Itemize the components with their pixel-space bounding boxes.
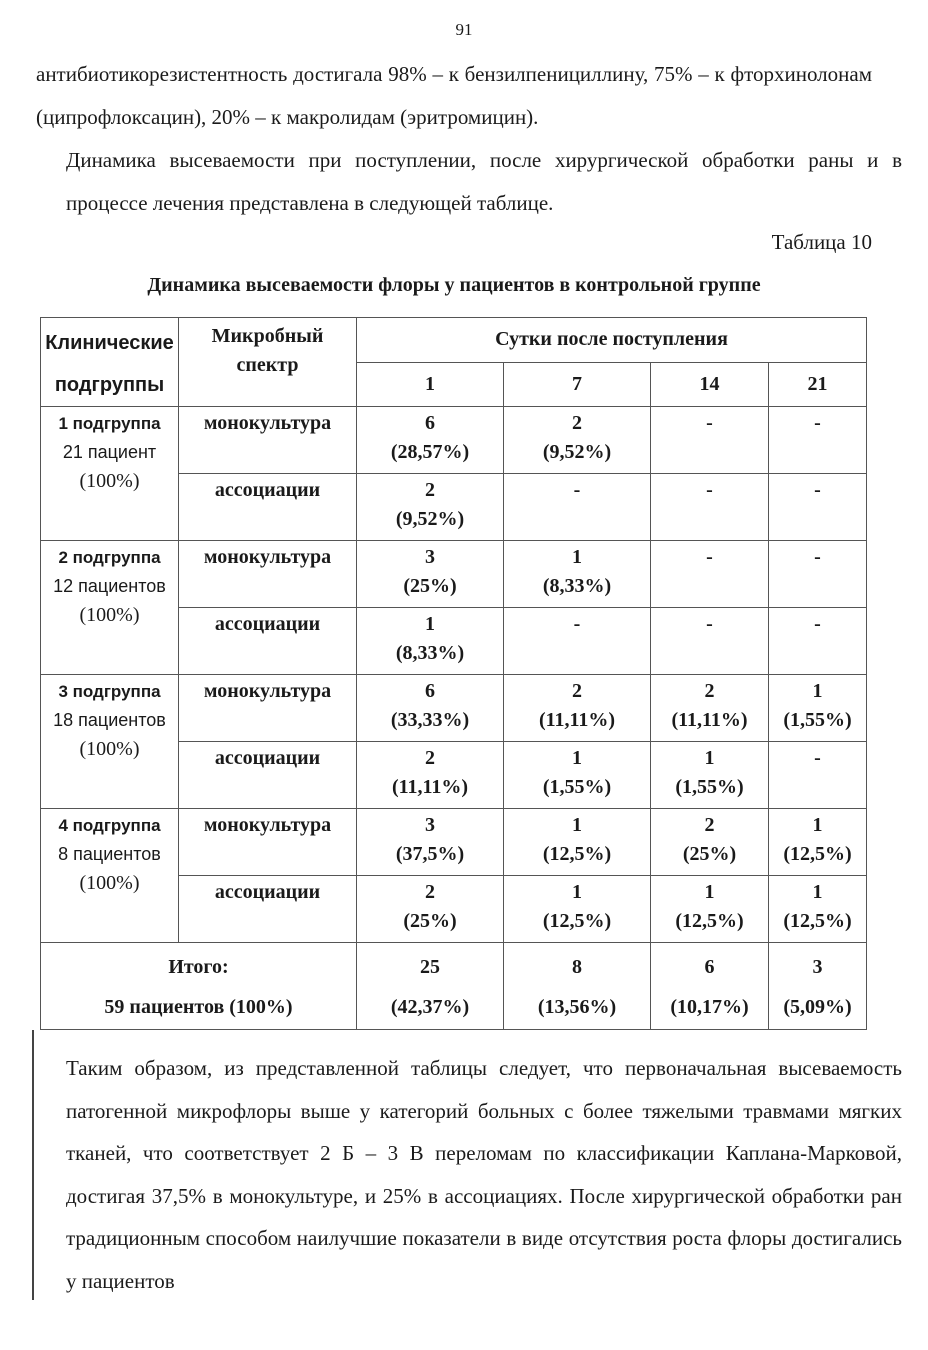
value-cell: [504, 608, 651, 675]
subgroup-cell: [41, 809, 179, 943]
value-percent: (9,52%): [395, 508, 465, 530]
margin-line: [32, 1030, 34, 1300]
table-header-row: [41, 318, 867, 363]
subgroup-name: 2 подгруппа: [58, 548, 161, 567]
value-count: 1: [572, 881, 582, 903]
value-cell: [769, 407, 867, 474]
total-label-line1: Итого:: [168, 956, 229, 978]
value-percent: (11,11%): [671, 709, 748, 731]
value-cell: [357, 541, 504, 608]
spectrum-cell: монокультура: [179, 407, 357, 474]
value-count: 2: [425, 881, 435, 903]
value-count: 1: [704, 747, 715, 769]
subgroup-patients: 21 пациент: [62, 442, 157, 462]
spectrum-cell: ассоциации: [179, 474, 357, 541]
value-count: -: [573, 479, 581, 501]
value-percent: (12,5%): [675, 910, 744, 932]
total-value-cell: [769, 943, 867, 1030]
header-day-7: 7: [504, 362, 651, 407]
value-cell: [357, 809, 504, 876]
value-count: 2: [572, 680, 582, 702]
value-cell: [357, 474, 504, 541]
value-count: 1: [572, 546, 582, 568]
value-percent: (11,11%): [391, 776, 469, 798]
paragraph-intro: антибиотикорезистентность достигала 98% – к бензилпенициллину, 75% – к фторхинолонам (ципрофлоксацин), 20% – к макролидам (эритромицин).: [36, 62, 872, 129]
subgroup-cell: [41, 675, 179, 809]
value-percent: (1,55%): [542, 776, 612, 798]
value-percent: (11,11%): [538, 709, 616, 731]
value-count: -: [814, 412, 821, 434]
total-value-cell: [504, 943, 651, 1030]
value-cell: [357, 675, 504, 742]
value-percent: (8,33%): [395, 642, 465, 664]
value-percent: (9,52%): [542, 441, 612, 463]
value-count: -: [814, 747, 821, 769]
value-count: 1: [425, 613, 435, 635]
header-col1-text: Клинические подгруппы: [45, 332, 174, 396]
paragraph-dynamics: Динамика высеваемости при поступлении, после хирургической обработки раны и в процессе лечения представлена в следующей таблице.: [66, 148, 902, 215]
value-count: 2: [425, 747, 435, 769]
total-row: [41, 943, 867, 1030]
total-value-cell: [357, 943, 504, 1030]
header-day-21: 21: [769, 362, 867, 407]
table-row: [41, 407, 867, 474]
subgroup-patients: 12 пациентов: [53, 576, 166, 596]
header-day-1: 1: [357, 362, 504, 407]
value-cell: [504, 809, 651, 876]
value-percent: (12,5%): [542, 843, 612, 865]
value-percent: (8,33%): [542, 575, 612, 597]
value-count: 6: [425, 680, 435, 702]
table-row: [41, 809, 867, 876]
subgroup-cell: [41, 541, 179, 675]
value-percent: (25%): [403, 910, 457, 932]
value-cell: [651, 608, 769, 675]
value-count: 1: [812, 881, 823, 903]
value-count: 1: [704, 881, 715, 903]
total-percent: (13,56%): [537, 996, 617, 1018]
value-count: -: [706, 479, 713, 501]
value-cell: [357, 407, 504, 474]
subgroup-percent: (100%): [79, 872, 140, 894]
total-label: [41, 943, 357, 1030]
value-count: 6: [425, 412, 435, 434]
paragraph-conclusion: Таким образом, из представленной таблицы следует, что первоначальная высеваемость патогенной микрофлоры выше у категорий больных с более тяжелыми травмами мягких тканей, что соответствует 2 Б – 3 В переломам по классификации Каплана-Марковой, достигая 37,5% в монокультуре, и 25% в ассоциациях. После хирургической обработки ран традиционным способом наилучшие показатели в виде отсутствия роста флоры достигались у пациентов: [66, 1056, 902, 1293]
header-clinical-subgroups: [41, 318, 179, 407]
value-cell: [769, 474, 867, 541]
value-count: 2: [425, 479, 435, 501]
value-cell: [504, 876, 651, 943]
value-cell: [651, 407, 769, 474]
total-percent: (5,09%): [783, 996, 852, 1018]
value-cell: [769, 876, 867, 943]
value-cell: [357, 742, 504, 809]
value-cell: [504, 742, 651, 809]
total-count: 3: [812, 956, 823, 978]
value-percent: (1,55%): [675, 776, 744, 798]
table-row: [41, 675, 867, 742]
value-cell: [651, 474, 769, 541]
value-cell: [651, 809, 769, 876]
value-cell: [769, 608, 867, 675]
subgroup-patients: 8 пациентов: [58, 844, 161, 864]
value-cell: [769, 742, 867, 809]
total-value-cell: [651, 943, 769, 1030]
total-count: 6: [704, 956, 715, 978]
subgroup-percent: (100%): [79, 604, 140, 626]
subgroup-name: 3 подгруппа: [58, 682, 161, 701]
value-count: -: [573, 613, 581, 635]
total-percent: (42,37%): [390, 996, 470, 1018]
value-cell: [504, 474, 651, 541]
spectrum-cell: ассоциации: [179, 742, 357, 809]
table-label: Таблица 10: [771, 230, 872, 254]
value-percent: (37,5%): [395, 843, 465, 865]
value-count: -: [706, 412, 713, 434]
table-title: Динамика высеваемости флоры у пациентов в контрольной группе: [147, 274, 761, 296]
value-count: 1: [812, 680, 823, 702]
value-percent: (25%): [403, 575, 457, 597]
value-count: -: [814, 546, 821, 568]
value-cell: [504, 541, 651, 608]
value-count: 2: [572, 412, 582, 434]
subgroup-patients: 18 пациентов: [53, 710, 166, 730]
total-count: 25: [420, 956, 440, 978]
spectrum-cell: монокультура: [179, 675, 357, 742]
subgroup-percent: (100%): [79, 738, 140, 760]
subgroup-name: 4 подгруппа: [58, 816, 161, 835]
value-percent: (12,5%): [783, 910, 852, 932]
value-cell: [769, 809, 867, 876]
value-cell: [504, 407, 651, 474]
value-count: 3: [425, 546, 435, 568]
subgroup-cell: [41, 407, 179, 541]
total-percent: (10,17%): [670, 996, 749, 1018]
spectrum-cell: монокультура: [179, 809, 357, 876]
value-cell: [504, 675, 651, 742]
subgroup-percent: (100%): [79, 470, 140, 492]
value-percent: (28,57%): [390, 441, 470, 463]
value-percent: (25%): [682, 843, 737, 865]
total-count: 8: [572, 956, 582, 978]
value-count: -: [706, 546, 713, 568]
value-percent: (1,55%): [783, 709, 852, 731]
value-count: 1: [572, 747, 582, 769]
value-count: -: [706, 613, 713, 635]
data-table: [40, 317, 867, 1030]
value-count: -: [814, 613, 821, 635]
value-cell: [651, 541, 769, 608]
header-microbial-spectrum: Микробный спектр: [179, 318, 357, 407]
spectrum-cell: ассоциации: [179, 608, 357, 675]
value-count: -: [814, 479, 821, 501]
value-cell: [651, 675, 769, 742]
value-cell: [769, 541, 867, 608]
value-percent: (33,33%): [390, 709, 470, 731]
value-percent: (12,5%): [783, 843, 852, 865]
value-percent: (12,5%): [542, 910, 612, 932]
spectrum-cell: монокультура: [179, 541, 357, 608]
value-cell: [357, 876, 504, 943]
value-count: 2: [704, 814, 715, 836]
value-count: 1: [572, 814, 582, 836]
value-cell: [357, 608, 504, 675]
value-cell: [651, 876, 769, 943]
value-cell: [769, 675, 867, 742]
value-cell: [651, 742, 769, 809]
value-count: 3: [425, 814, 435, 836]
spectrum-cell: ассоциации: [179, 876, 357, 943]
table-row: [41, 541, 867, 608]
value-count: 1: [812, 814, 823, 836]
value-count: 2: [704, 680, 715, 702]
header-days: Сутки после поступления: [357, 318, 867, 363]
page-number: 91: [455, 20, 473, 39]
total-label-line2: 59 пациентов (100%): [104, 996, 293, 1018]
subgroup-name: 1 подгруппа: [58, 414, 161, 433]
header-day-14: 14: [651, 362, 769, 407]
